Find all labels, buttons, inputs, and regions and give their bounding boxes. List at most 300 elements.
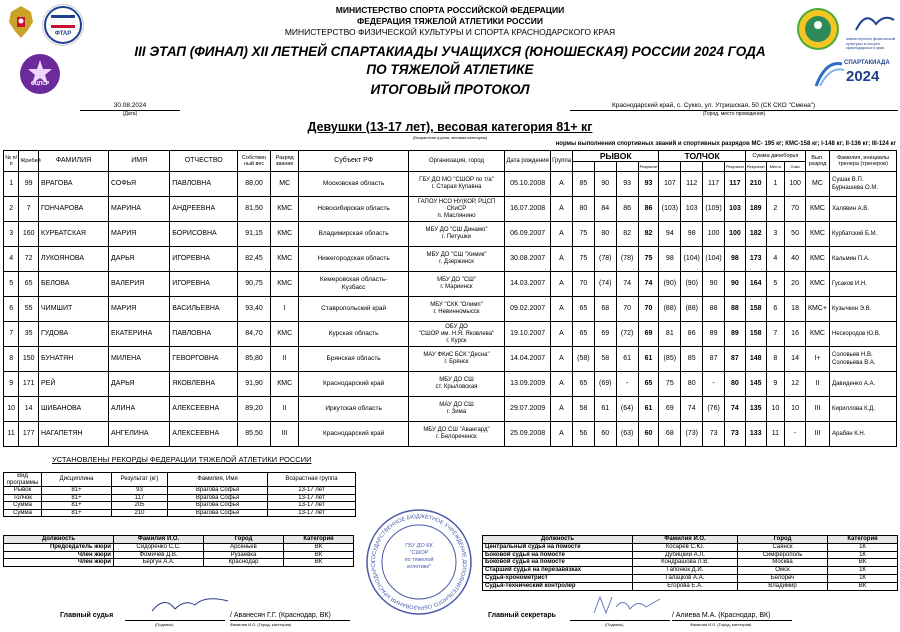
cell-total: 210 [745, 172, 766, 197]
cell-total: 135 [745, 397, 766, 422]
table-cell: Председатель жюри [4, 543, 114, 551]
table-cell: Член жюри [4, 559, 114, 567]
org1-line: МБУ ДО "СШ Динамо" [425, 227, 488, 233]
cell-c1: (88) [659, 297, 681, 322]
table-row [4, 494, 356, 502]
table-cell: Боковой судья на помосте [483, 559, 633, 567]
cell-c3: 100 [703, 222, 725, 247]
subject-line: Новосибирская область [317, 205, 390, 212]
org3-line: п. Маслянино [437, 212, 476, 219]
cell-rank: МС [270, 172, 298, 197]
table-cell: Толчок [4, 494, 42, 502]
cell-name: АЛИНА [109, 397, 170, 422]
cell-name: МАРИЯ [109, 297, 170, 322]
cell-rank: I [270, 297, 298, 322]
table-cell: 13-17 лет [268, 502, 356, 510]
coach1-line: Кальмин П.А. [832, 256, 870, 262]
secretary-caption-name: Фамилия И.О. (Город, категория) [690, 622, 752, 627]
table-cell: Гапонюк Д.И. [633, 567, 738, 575]
secretary-label: Главный секретарь [488, 612, 556, 619]
cell-c1: (85) [659, 347, 681, 372]
cell-lot: 177 [19, 422, 39, 447]
org2-line: г. Мариинск [440, 284, 473, 290]
table-cell: Боковой судья на помосте [483, 551, 633, 559]
table-row [483, 559, 898, 567]
cell-dob: 30.08.2007 [505, 247, 551, 272]
cell-patronymic: ИГОРЕВНА [170, 272, 238, 297]
cell-group: А [551, 322, 573, 347]
col-subject: Субъект РФ [299, 151, 408, 172]
table-cell: Врагова Софья [168, 502, 268, 510]
chief-judge-label: Главный судья [60, 612, 114, 619]
col-snatch: РЫВОК [572, 151, 658, 162]
cell-coach [830, 322, 897, 347]
org1-line: ОБУ ДО [445, 323, 468, 330]
cell-c2: 103 [681, 197, 703, 222]
org2-line: г. Невинномысск [433, 309, 480, 315]
table-cell: Центральный судья на помосте [483, 543, 633, 551]
cell-num: 10 [4, 397, 19, 422]
cell-cr: 88 [725, 297, 746, 322]
cell-org [408, 297, 504, 322]
cell-coach [830, 397, 897, 422]
cell-c3: - [703, 372, 725, 397]
cell-lot: 72 [19, 247, 39, 272]
cell-sr: 69 [638, 322, 659, 347]
stamp-center-4: атлетике" [406, 564, 432, 570]
cell-c1: 75 [659, 372, 681, 397]
subject-line: Владимирская область [318, 230, 389, 237]
cell-org [408, 247, 504, 272]
cell-c1: 69 [659, 397, 681, 422]
cell-c1: 107 [659, 172, 681, 197]
cell-c3: 73 [703, 422, 725, 447]
cell-done: КМС [805, 197, 829, 222]
coach1-line: Кириллова К.Д. [832, 406, 875, 412]
ministry-title: МИНИСТЕРСТВО СПОРТА РОССИЙСКОЙ ФЕДЕРАЦИИ [335, 5, 565, 15]
cell-dob: 25.09.2008 [505, 422, 551, 447]
table-cell: 1К [828, 551, 898, 559]
cell-c2: (73) [681, 422, 703, 447]
table-cell: Косарев С.Ю. [633, 543, 738, 551]
cell-group: А [551, 172, 573, 197]
cell-s2: (74) [594, 272, 616, 297]
cell-s3: 70 [616, 297, 638, 322]
cell-surname: ВРАГОВА [39, 172, 109, 197]
cell-patronymic: АНДРЕЕВНА [170, 197, 238, 222]
subject-line: Кемеровская область- [319, 276, 388, 283]
cell-s2: (69) [594, 372, 616, 397]
org2-line: г. Брянск [444, 359, 469, 365]
cell-bw: 91,15 [238, 222, 271, 247]
cell-sr: 61 [638, 397, 659, 422]
cell-s2: 60 [594, 422, 616, 447]
cell-coach [830, 222, 897, 247]
cell-group: А [551, 197, 573, 222]
athlete-row [4, 172, 897, 197]
cell-rank: КМС [270, 372, 298, 397]
table-cell: ВК [828, 582, 898, 590]
athlete-row [4, 347, 897, 372]
cell-c3: 89 [703, 322, 725, 347]
table-cell: Рузаевка [204, 551, 284, 559]
cell-s2: 90 [594, 172, 616, 197]
cell-s3: 82 [616, 222, 638, 247]
cell-s2: 84 [594, 197, 616, 222]
cell-dob: 14.04.2007 [505, 347, 551, 372]
cell-subject [299, 322, 408, 347]
cell-place: 6 [766, 297, 785, 322]
records-table [3, 472, 356, 517]
cell-lot: 35 [19, 322, 39, 347]
table-cell: 1К [828, 567, 898, 575]
cell-dob: 06.09.2007 [505, 222, 551, 247]
cell-place: 10 [766, 397, 785, 422]
federation-title: ФЕДЕРАЦИЯ ТЯЖЕЛОЙ АТЛЕТИКИ РОССИИ [356, 16, 544, 26]
cell-surname: КУРБАТСКАЯ [39, 222, 109, 247]
col-place: Место [766, 162, 785, 172]
cell-cr: 90 [725, 272, 746, 297]
table-row [4, 509, 356, 517]
coach1-line: Кузычкин Э.В. [832, 306, 872, 312]
cell-sr: 60 [638, 422, 659, 447]
table-cell: 117 [112, 494, 168, 502]
table-row [4, 487, 356, 495]
cell-num: 5 [4, 272, 19, 297]
header-cell: Категория [284, 536, 354, 544]
cell-s3: 93 [616, 172, 638, 197]
cell-rank: II [270, 347, 298, 372]
table-cell: ВК [284, 551, 354, 559]
event-title: III ЭТАП (ФИНАЛ) XII ЛЕТНЕЙ СПАРТАКИАДЫ УЧАЩИХСЯ (ЮНОШЕСКАЯ) РОССИИ 2024 ГОДА [134, 44, 766, 59]
norms-text: нормы выполнения спортивных званий и спортивных разрядов МС- 195 кг; КМС-158 кг; I-148 кг; II-136 кг; III-124 кг [555, 141, 896, 147]
ftar-logo-text: ФТАР [54, 31, 72, 37]
col-name: ИМЯ [109, 151, 170, 172]
cell-lot: 160 [19, 222, 39, 247]
cell-dob: 29.07.2009 [505, 397, 551, 422]
cell-place: 8 [766, 347, 785, 372]
fcpsr-logo [20, 54, 60, 94]
table-cell: Врагова Софья [168, 509, 268, 517]
cell-rank: КМС [270, 197, 298, 222]
cell-cr: 98 [725, 247, 746, 272]
cell-name: ВАЛЕРИЯ [109, 272, 170, 297]
secretary-signature [590, 593, 670, 617]
cell-org [408, 372, 504, 397]
header-cell: Должность [483, 536, 633, 544]
cell-points: - [785, 422, 806, 447]
cell-c2: (90) [681, 272, 703, 297]
cell-bw: 82,45 [238, 247, 271, 272]
cell-num: 3 [4, 222, 19, 247]
org2-line: г. Старая Купавна [431, 184, 482, 190]
cell-subject [299, 372, 408, 397]
cell-sr: 82 [638, 222, 659, 247]
cell-s1: (58) [572, 347, 594, 372]
cell-s1: 75 [572, 222, 594, 247]
cell-points: 20 [785, 272, 806, 297]
cell-patronymic: АЛЕКСЕЕВНА [170, 422, 238, 447]
cell-subject [299, 222, 408, 247]
org1-line: МАУ ДО СШ [439, 402, 474, 408]
cell-subject [299, 272, 408, 297]
cell-org [408, 272, 504, 297]
table-row [4, 543, 354, 551]
cell-org [408, 322, 504, 347]
cell-s2: 68 [594, 297, 616, 322]
cell-total: 164 [745, 272, 766, 297]
cell-subject [299, 422, 408, 447]
table-cell: Владимир [738, 582, 828, 590]
cell-done: КМС [805, 247, 829, 272]
cell-org [408, 222, 504, 247]
cell-subject [299, 397, 408, 422]
cell-c2: (104) [681, 247, 703, 272]
cell-surname: БУНАТЯН [39, 347, 109, 372]
cell-total: 189 [745, 197, 766, 222]
cell-c1: 81 [659, 322, 681, 347]
cell-patronymic: АЛЕКСЕЕВНА [170, 397, 238, 422]
cell-total: 173 [745, 247, 766, 272]
cell-name: МИЛЕНА [109, 347, 170, 372]
coach2-line: Бурнашева О.М. [832, 185, 879, 191]
cell-c1: 68 [659, 422, 681, 447]
col-snatch-result: Результат [638, 162, 659, 172]
col-total-result: Результат [745, 162, 766, 172]
cell-num: 1 [4, 172, 19, 197]
cell-c2: 74 [681, 397, 703, 422]
cell-s2: (78) [594, 247, 616, 272]
cell-num: 11 [4, 422, 19, 447]
chief-judge-name: / Аванесян Г.Г. (Краснодар, ВК) [230, 612, 331, 619]
col-dob: Дата рождения [505, 151, 551, 172]
org2-line: г. Белореченск [436, 434, 477, 440]
cell-cr: 117 [725, 172, 746, 197]
cell-surname: РЕЙ [39, 372, 109, 397]
subject-line: Брянская область [326, 355, 381, 362]
cell-points: 16 [785, 322, 806, 347]
cell-sr: 61 [638, 347, 659, 372]
cell-cr: 87 [725, 347, 746, 372]
cell-s1: 56 [572, 422, 594, 447]
col-bodyweight: Собствен ный вес [238, 151, 271, 172]
table-cell: Арсеньев [204, 543, 284, 551]
org1-line: МАУ ФКиС БСК "Десна" [423, 352, 490, 358]
cell-points: 12 [785, 372, 806, 397]
org1-line: МБУ ДО "СШ "Химик" [426, 252, 487, 258]
spartakiad-logo-word: СПАРТАКИАДА [844, 60, 890, 66]
cell-rank: КМС [270, 322, 298, 347]
cell-subject [299, 197, 408, 222]
cell-lot: 99 [19, 172, 39, 197]
cell-cr: 74 [725, 397, 746, 422]
cell-group: А [551, 397, 573, 422]
cell-num: 6 [4, 297, 19, 322]
cell-done: МС [805, 172, 829, 197]
table-cell: Кондрашова Л.В. [633, 559, 738, 567]
cell-bw: 85,50 [238, 422, 271, 447]
stamp-center-2: "СШОР [409, 550, 429, 556]
organization-stamp [365, 508, 473, 616]
cell-sr: 75 [638, 247, 659, 272]
cell-surname: НАГАПЕТЯН [39, 422, 109, 447]
cell-bw: 89,20 [238, 397, 271, 422]
cell-coach [830, 172, 897, 197]
table-cell: 81+ [42, 494, 112, 502]
header-cell: Город [204, 536, 284, 544]
cell-place: 5 [766, 272, 785, 297]
cell-coach [830, 422, 897, 447]
cell-cr: 100 [725, 222, 746, 247]
header-cell: Категория [828, 536, 898, 544]
table-cell: Симферополь [738, 551, 828, 559]
table-cell: Егорова Е.А. [633, 582, 738, 590]
athlete-row [4, 422, 897, 447]
cell-group: А [551, 222, 573, 247]
cell-c3: 117 [703, 172, 725, 197]
cell-place: 1 [766, 172, 785, 197]
cell-c1: 98 [659, 247, 681, 272]
cell-s3: (72) [616, 322, 638, 347]
cell-total: 182 [745, 222, 766, 247]
secretary-caption-sign: (Подпись) [605, 622, 624, 627]
coach1-line: Арабян К.Н. [832, 431, 866, 437]
col-total: Сумма двоеборья [745, 151, 805, 162]
coach1-line: Нескородов Ю.В. [832, 331, 881, 337]
cell-cr: 103 [725, 197, 746, 222]
cell-sr: 86 [638, 197, 659, 222]
org1-line: МБУ "СКК "Олимп" [430, 302, 483, 308]
coach1-line: Халявин А.В. [832, 206, 869, 212]
table-cell: Дубицкий А.Л. [633, 551, 738, 559]
cell-s1: 75 [572, 247, 594, 272]
ftar-logo [42, 4, 84, 46]
cell-s1: 65 [572, 297, 594, 322]
cell-s1: 85 [572, 172, 594, 197]
protocol-title: ИТОГОВЫЙ ПРОТОКОЛ [370, 82, 530, 97]
cell-s3: (64) [616, 397, 638, 422]
cell-total: 148 [745, 347, 766, 372]
cell-s3: - [616, 372, 638, 397]
stamp-center-3: по тяжелой [404, 557, 434, 563]
cell-cr: 89 [725, 322, 746, 347]
table-cell: ВК [284, 559, 354, 567]
cell-points: 40 [785, 247, 806, 272]
cell-name: СОФЬЯ [109, 172, 170, 197]
chief-caption-name: Фамилия И.О. (Город, категория) [230, 622, 292, 627]
athlete-row [4, 222, 897, 247]
cell-total: 158 [745, 297, 766, 322]
header-cell: Результат (кг) [112, 473, 168, 487]
chief-caption-sign: (Подпись) [155, 622, 174, 627]
stamp-ring-text: ГОСУДАРСТВЕННОЕ БЮДЖЕТНОЕ УЧРЕЖДЕНИЕ ДОПОЛНИТЕЛЬНОГО ОБРАЗОВАНИЯ КРАСНОДАРСК [370, 513, 468, 611]
org1-line: МБУ ДО СШ [439, 377, 474, 383]
cell-rank: КМС [270, 222, 298, 247]
table-cell: 81+ [42, 509, 112, 517]
cell-sr: 70 [638, 297, 659, 322]
org1-line: ГБУ ДО МО "СШОР по т/а" [419, 177, 494, 183]
stamp-center-1: ГБУ ДО КК [405, 543, 433, 549]
cell-lot: 7 [19, 197, 39, 222]
org3-line: г. Курск [446, 337, 467, 344]
org2-line: ст. Крыловская [435, 384, 478, 390]
cell-group: А [551, 347, 573, 372]
subject-line: Краснодарский край [323, 430, 385, 437]
cell-s2: 61 [594, 397, 616, 422]
table-cell: 1К [828, 543, 898, 551]
table-cell: Фомичев Д.В. [114, 551, 204, 559]
cell-points: 18 [785, 297, 806, 322]
table-cell: Омск [738, 567, 828, 575]
secretary-name: / Алиева М.А. (Краснодар, ВК) [672, 612, 771, 619]
cell-c2: (88) [681, 297, 703, 322]
org1-line: ГАПОУ НСО НУ(КОР, РЦСП [417, 198, 496, 205]
coach2-line: Соловьева В.А. [832, 360, 876, 366]
cell-cr: 80 [725, 372, 746, 397]
cell-s1: 65 [572, 322, 594, 347]
org1-line: МБУ ДО СШ "Авангард" [423, 427, 490, 433]
cell-place: 11 [766, 422, 785, 447]
cell-dob: 09.02.2007 [505, 297, 551, 322]
category-title: Девушки (13-17 лет), весовая категория 81+ кг [307, 120, 593, 134]
table-cell: Бергун А.А. [114, 559, 204, 567]
cell-dob: 13.09.2009 [505, 372, 551, 397]
subject-line: Ставропольский край [321, 305, 387, 312]
table-cell: Член жюри [4, 551, 114, 559]
athlete-row [4, 397, 897, 422]
cell-place: 7 [766, 322, 785, 347]
athlete-row [4, 297, 897, 322]
cell-c1: (90) [659, 272, 681, 297]
cell-org [408, 347, 504, 372]
cell-dob: 19.10.2007 [505, 322, 551, 347]
col-patronymic: ОТЧЕСТВО [170, 151, 238, 172]
cell-points: 14 [785, 347, 806, 372]
cell-done: I+ [805, 347, 829, 372]
cell-total: 145 [745, 372, 766, 397]
cell-c3: 87 [703, 347, 725, 372]
cell-s3: 61 [616, 347, 638, 372]
regional-ministry-title: МИНИСТЕРСТВО ФИЗИЧЕСКОЙ КУЛЬТУРЫ И СПОРТА КРАСНОДАРСКОГО КРАЯ [284, 27, 616, 37]
header-cell: Вид программы [4, 473, 42, 487]
cell-rank: III [270, 422, 298, 447]
chief-judge-signature [150, 593, 230, 615]
cell-done: III [805, 422, 829, 447]
cell-points: 10 [785, 397, 806, 422]
cell-lot: 55 [19, 297, 39, 322]
cell-s1: 58 [572, 397, 594, 422]
date-value: 30.08.2024 [113, 102, 147, 109]
header-cell: Дисциплина [42, 473, 112, 487]
table-cell: Сидоренко С.С. [114, 543, 204, 551]
category-caption: (Возрастная группа, весовая категория) [412, 135, 488, 140]
cell-total: 158 [745, 322, 766, 347]
table-cell: Судья-хронометрист [483, 574, 633, 582]
table-cell: 13-17 лет [268, 487, 356, 495]
cell-num: 4 [4, 247, 19, 272]
cell-done: КМС [805, 222, 829, 247]
cell-subject [299, 247, 408, 272]
col-org: Организация, город [408, 151, 504, 172]
regional-ministry-text: министерство физической культуры и спорта краснодарского края [846, 36, 896, 50]
cell-dob: 14.03.2007 [505, 272, 551, 297]
athlete-row [4, 322, 897, 347]
cell-sr: 74 [638, 272, 659, 297]
cell-total: 133 [745, 422, 766, 447]
cell-s3: (63) [616, 422, 638, 447]
cell-surname: ГУДОВА [39, 322, 109, 347]
athlete-row [4, 372, 897, 397]
